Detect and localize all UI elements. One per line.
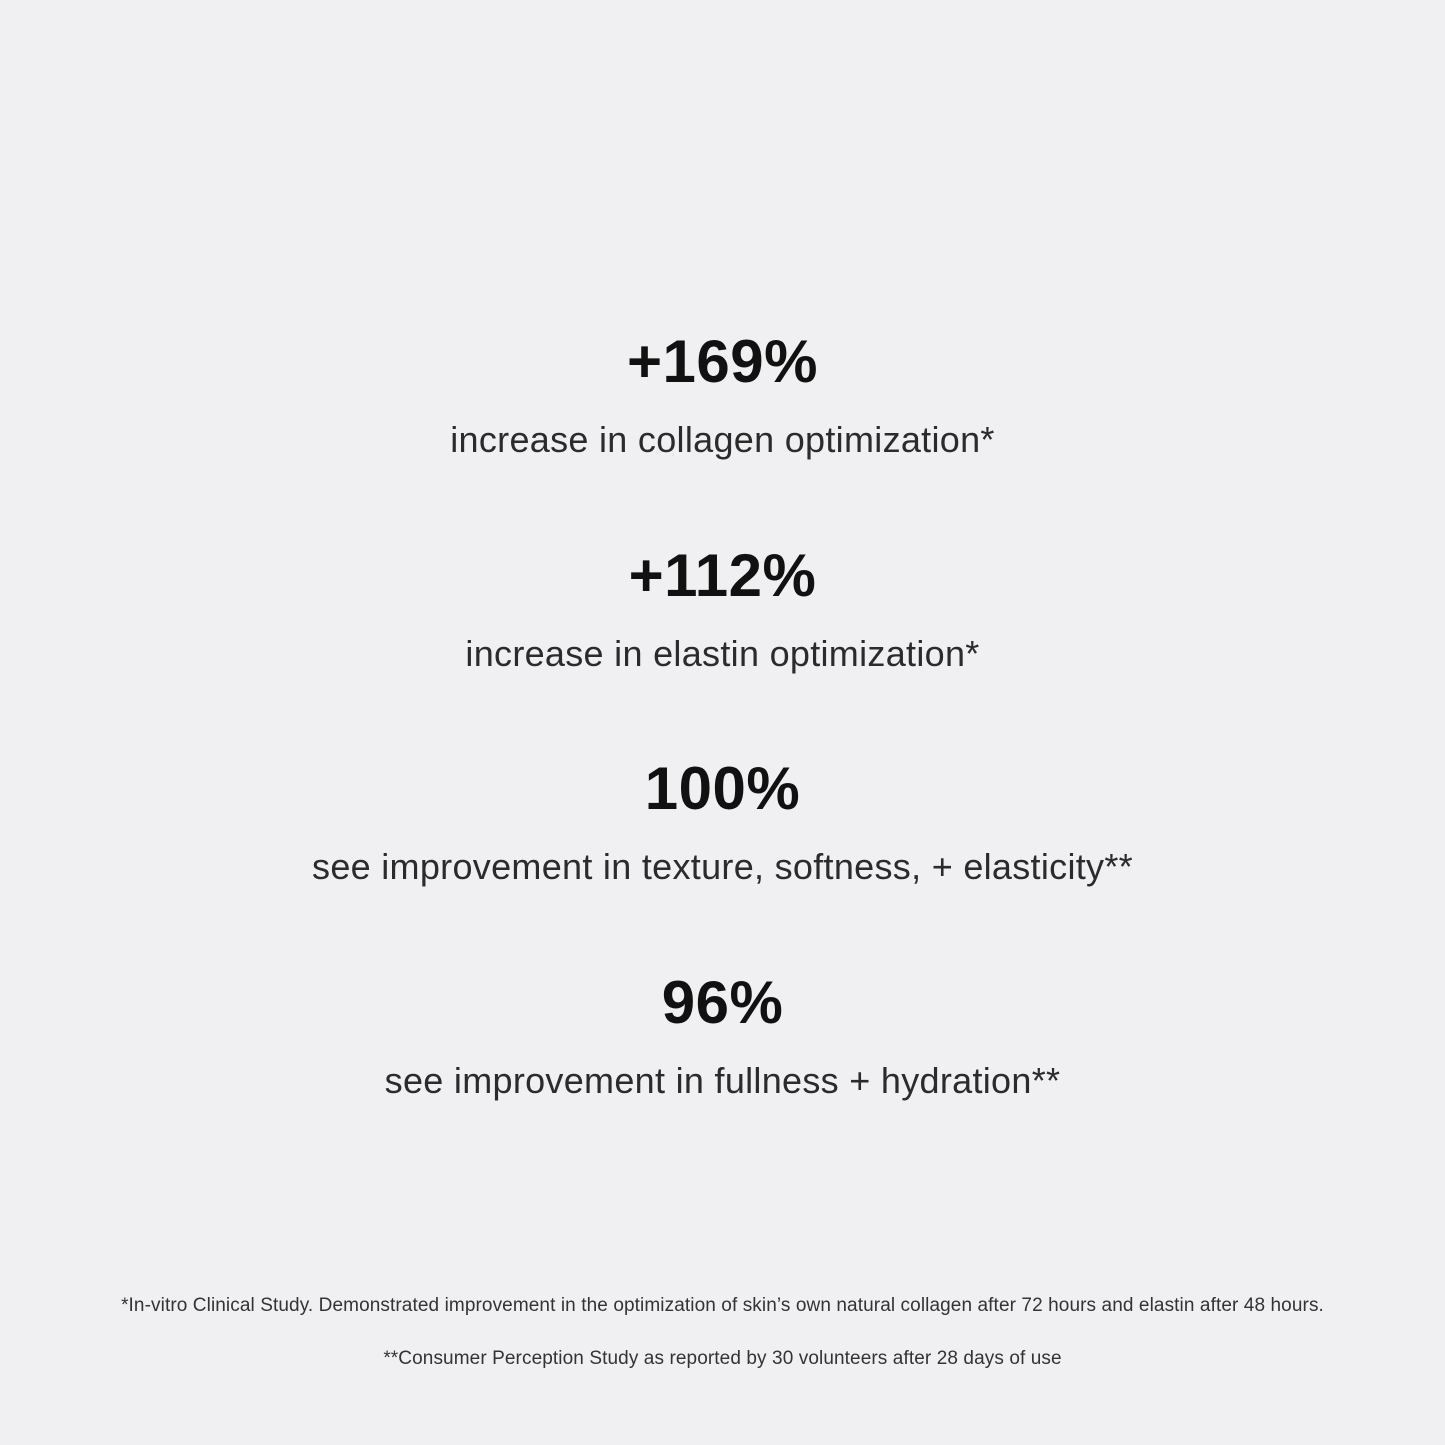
- stat-value: +112%: [628, 541, 817, 609]
- stat-label: see improvement in texture, softness, + elasticity**: [312, 846, 1133, 888]
- stat-label: see improvement in fullness + hydration**: [384, 1059, 1061, 1101]
- stat-label: increase in elastin optimization*: [465, 632, 980, 674]
- stat-section-texture: [312, 755, 1133, 888]
- stat-section-elastin: [465, 541, 980, 674]
- stat-value: 96%: [661, 968, 784, 1036]
- stat-label: increase in collagen optimization*: [450, 419, 995, 460]
- stat-section-collagen: [450, 328, 995, 460]
- stat-value: 100%: [644, 755, 801, 823]
- stat-section-fullness: [384, 968, 1061, 1101]
- footnote-perception-study: **Consumer Perception Study as reported by 30 volunteers after 28 days of use: [383, 1347, 1062, 1369]
- footnote-clinical-study: *In-vitro Clinical Study. Demonstrated improvement in the optimization of skin’s own natural collagen after 72 hours and elastin after 48 hours.: [121, 1295, 1324, 1316]
- footnotes: [0, 1295, 1445, 1371]
- stat-value: +169%: [626, 328, 818, 395]
